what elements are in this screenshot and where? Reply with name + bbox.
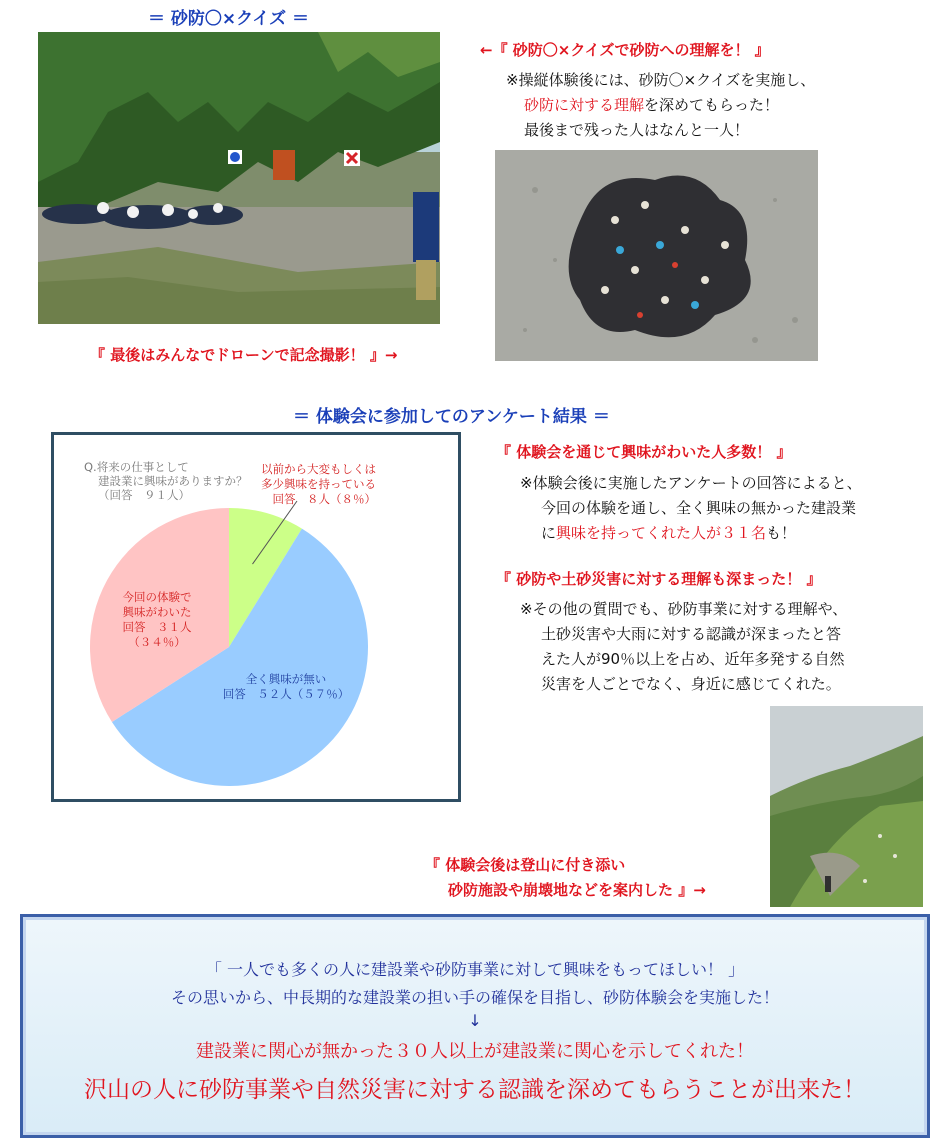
banner-line-2: その思いから、中長期的な建設業の担い手の確保を目指し、砂防体験会を実施した！ [170,988,779,1007]
quiz-line-1: ※操縦体験後には、砂防〇×クイズを実施し、 [506,71,816,89]
understanding-line-1: ※その他の質問でも、砂防事業に対する理解や、 [520,600,848,618]
hiking-caption-line-1: 『 体験会後は登山に付き添い [425,856,626,874]
drone-photo-image [495,150,818,361]
interest-line-3 [541,521,796,545]
interest-line-1: ※体験会後に実施したアンケートの回答によると、 [520,474,862,492]
understanding-line-3: えた人が90％以上を占め、近年多発する自然 [541,650,845,668]
pie-label-slice-not-interested-1: 回答 ５２人（５７％） [222,687,350,701]
quiz-line-2-black: を深めてもらった！ [644,96,780,114]
quiz-photo [38,32,440,324]
chart-question-line-0: Q.将来の仕事として [84,460,189,474]
quiz-line-2-red: 砂防に対する理解 [524,96,645,114]
banner-line-1: 「 一人でも多くの人に建設業や砂防事業に対して興味をもってほしい！ 」 [205,960,745,979]
interest-heading: 『 体験会を通じて興味がわいた人多数！ 』 [496,443,792,461]
quiz-photo-image [38,32,440,324]
interest-line-3-red: 興味を持ってくれた人が３１名 [556,524,767,542]
pie-label-slice-became-interested-0: 今回の体験で [122,590,192,604]
pie-label-slice-became-interested-1: 興味がわいた [122,605,192,619]
understanding-line-4: 災害を人ごとでなく、身近に感じてくれた。 [541,675,841,693]
pie-label-slice-interested-before-0: 以前から大変もしくは [261,462,376,476]
chart-question-line-1: 建設業に興味がありますか？ [98,474,248,488]
quiz-heading: ←『 砂防〇×クイズで砂防への理解を！ 』 [480,41,770,59]
drone-caption: 『 最後はみんなでドローンで記念撮影！ 』→ [90,346,398,364]
survey-section-title: ＝ 体験会に参加してのアンケート結果 ＝ [293,407,610,427]
hiking-caption-line-2: 砂防施設や崩壊地などを案内した 』→ [448,881,706,899]
interest-line-2: 今回の体験を通し、全く興味の無かった建設業 [541,499,857,517]
pie-label-slice-became-interested-2: 回答 ３１人 [122,620,192,634]
survey-chart-box [51,432,461,802]
banner-line-3: 建設業に関心が無かった３０人以上が建設業に関心を示してくれた！ [196,1041,754,1062]
quiz-line-3: 最後まで残った人はなんと一人！ [524,121,750,139]
conclusion-banner [20,914,930,1138]
banner-line-4: 沢山の人に砂防事業や自然災害に対する認識を深めてもらうことが出来た！ [84,1077,866,1103]
chart-question-line-2: （回答 ９１人） [98,488,190,502]
interest-line-3-post: も！ [766,524,797,542]
mountain-photo [770,706,923,907]
quiz-line-2 [524,93,779,117]
mountain-photo-image [770,706,923,907]
survey-pie-chart [54,435,458,799]
understanding-line-2: 土砂災害や大雨に対する認識が深まったと答 [541,625,842,643]
banner-arrow: ↓ [468,1011,482,1030]
quiz-section-title: ＝ 砂防〇×クイズ ＝ [148,9,310,29]
drone-photo [495,150,818,361]
pie-label-slice-interested-before-2: 回答 ８人（８％） [272,492,376,506]
interest-line-3-pre: に [541,524,557,542]
pie-label-slice-interested-before-1: 多少興味を持っている [261,477,376,491]
pie-label-slice-became-interested-3: （３４％） [128,635,186,649]
understanding-heading: 『 砂防や土砂災害に対する理解も深まった！ 』 [496,570,822,588]
pie-label-slice-not-interested-0: 全く興味が無い [245,672,327,686]
